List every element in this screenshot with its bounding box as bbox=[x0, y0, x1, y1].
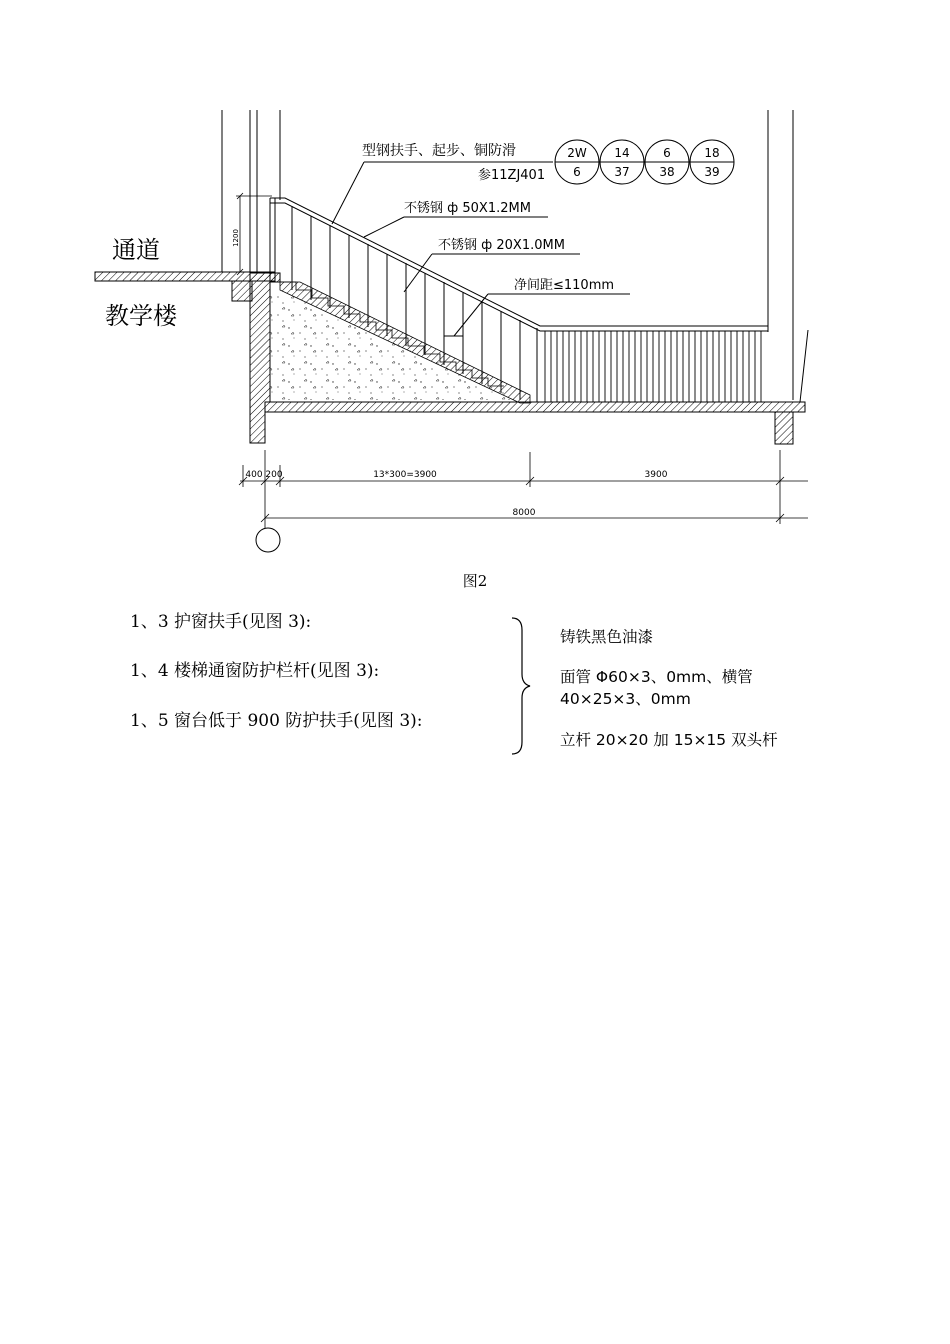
landing-balusters bbox=[545, 331, 761, 402]
callout-ref: 参11ZJ401 bbox=[478, 168, 546, 183]
figure-caption: 图2 bbox=[462, 572, 488, 590]
ref-circle-4-top: 18 bbox=[704, 146, 720, 160]
ref-circle-2-bottom: 37 bbox=[614, 165, 630, 179]
dim-total: 8000 bbox=[512, 508, 536, 518]
spec-pipes: 面管 Φ60×3、0mm、横管 40×25×3、0mm bbox=[560, 668, 753, 708]
dim-400: 400 bbox=[245, 470, 263, 480]
callout-pipe-50: 不锈钢 ф 50X1.2MM bbox=[404, 201, 531, 216]
ref-circle-2-top: 14 bbox=[614, 146, 630, 160]
ref-circle-1-top: 2W bbox=[567, 146, 587, 160]
ref-circle-3-bottom: 38 bbox=[659, 165, 675, 179]
ref-circle-4-bottom: 39 bbox=[704, 165, 720, 179]
callout-handrail: 型钢扶手、起步、铜防滑 bbox=[362, 143, 516, 159]
item-window-handrail: 1、3 护窗扶手(见图 3): bbox=[130, 612, 312, 632]
dim-200: 200 bbox=[265, 470, 283, 480]
spec-balusters: 立杆 20×20 加 15×15 双头杆 bbox=[560, 731, 778, 749]
item-stair-window-railing: 1、4 楼梯通窗防护栏杆(见图 3): bbox=[130, 661, 380, 681]
ref-circle-3-top: 6 bbox=[663, 146, 671, 160]
callout-pipe-20: 不锈钢 ф 20X1.0MM bbox=[438, 238, 565, 253]
axis-bubble bbox=[256, 528, 280, 552]
label-building: 教学楼 bbox=[105, 302, 177, 330]
floor-slab bbox=[265, 402, 805, 444]
dim-height: 1200 bbox=[232, 229, 240, 247]
height-dimension bbox=[236, 193, 272, 275]
dim-stairs: 13*300=3900 bbox=[373, 470, 437, 480]
stair-section-drawing bbox=[0, 0, 950, 560]
ref-circle-1-bottom: 6 bbox=[573, 165, 581, 179]
callout-spacing: 净间距≤110mm bbox=[514, 278, 615, 293]
corridor-slab bbox=[95, 272, 275, 301]
item-low-sill-handrail: 1、5 窗台低于 900 防护扶手(见图 3): bbox=[130, 711, 423, 731]
dim-landing: 3900 bbox=[644, 470, 668, 480]
spec-paint: 铸铁黑色油漆 bbox=[560, 628, 654, 646]
curly-brace bbox=[508, 616, 538, 756]
label-corridor: 通道 bbox=[112, 236, 160, 264]
